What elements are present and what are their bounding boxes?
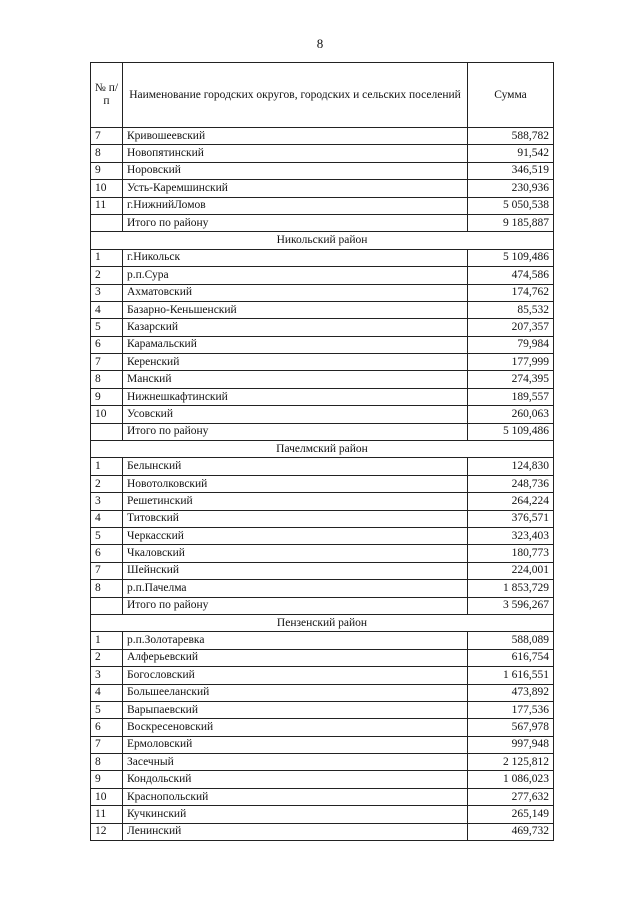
- row-sum: 5 109,486: [468, 249, 554, 266]
- table-row: [91, 510, 554, 527]
- table-row: [91, 771, 554, 788]
- row-sum: 5 050,538: [468, 197, 554, 214]
- row-sum: 260,063: [468, 406, 554, 423]
- table-row: [91, 667, 554, 684]
- row-sum: 1 853,729: [468, 580, 554, 597]
- row-number: 1: [91, 458, 123, 475]
- row-number: 9: [91, 771, 123, 788]
- row-number: 11: [91, 197, 123, 214]
- row-number: 4: [91, 510, 123, 527]
- district-total-row: [91, 597, 554, 614]
- row-sum: 264,224: [468, 493, 554, 510]
- row-name: Ахматовский: [123, 284, 468, 301]
- table-header-row: [91, 63, 554, 128]
- municipal-sums-table: [90, 62, 554, 841]
- row-sum: 79,984: [468, 336, 554, 353]
- row-number: 10: [91, 180, 123, 197]
- row-sum: 1 616,551: [468, 667, 554, 684]
- table-row: [91, 632, 554, 649]
- row-name: Черкасский: [123, 527, 468, 544]
- row-name: Новотолковский: [123, 475, 468, 492]
- total-number-empty: [91, 423, 123, 440]
- row-name: Ленинский: [123, 823, 468, 840]
- row-number: 3: [91, 667, 123, 684]
- page-number: 8: [316, 36, 324, 51]
- total-sum: 5 109,486: [468, 423, 554, 440]
- table-row: [91, 788, 554, 805]
- row-sum: 567,978: [468, 719, 554, 736]
- row-name: Краснопольский: [123, 788, 468, 805]
- row-number: 2: [91, 475, 123, 492]
- row-sum: 207,357: [468, 319, 554, 336]
- table-row: [91, 406, 554, 423]
- row-number: 7: [91, 128, 123, 145]
- row-number: 4: [91, 301, 123, 318]
- row-sum: 588,782: [468, 128, 554, 145]
- district-header-row: [91, 441, 554, 458]
- row-number: 10: [91, 788, 123, 805]
- table-row: [91, 284, 554, 301]
- total-label: Итого по району: [123, 214, 468, 231]
- row-name: Титовский: [123, 510, 468, 527]
- row-number: 2: [91, 267, 123, 284]
- table-row: [91, 701, 554, 718]
- district-title: Пачелмский район: [91, 441, 554, 458]
- table-row: [91, 267, 554, 284]
- table-row: [91, 545, 554, 562]
- district-title: Пензенский район: [91, 614, 554, 631]
- row-sum: 473,892: [468, 684, 554, 701]
- district-total-row: [91, 423, 554, 440]
- row-number: 10: [91, 406, 123, 423]
- row-name: Чкаловский: [123, 545, 468, 562]
- row-number: 11: [91, 806, 123, 823]
- row-name: Решетинский: [123, 493, 468, 510]
- row-number: 2: [91, 649, 123, 666]
- row-name: Керенский: [123, 354, 468, 371]
- row-name: Усовский: [123, 406, 468, 423]
- table-row: [91, 580, 554, 597]
- row-number: 8: [91, 371, 123, 388]
- table-row: [91, 354, 554, 371]
- district-header-row: [91, 614, 554, 631]
- row-number: 8: [91, 580, 123, 597]
- row-sum: 224,001: [468, 562, 554, 579]
- table-row: [91, 180, 554, 197]
- row-sum: 588,089: [468, 632, 554, 649]
- total-number-empty: [91, 597, 123, 614]
- row-sum: 277,632: [468, 788, 554, 805]
- table-row: [91, 388, 554, 405]
- row-name: Кривошеевский: [123, 128, 468, 145]
- header-number: № п/п: [91, 63, 123, 128]
- row-sum: 274,395: [468, 371, 554, 388]
- table-row: [91, 249, 554, 266]
- row-number: 7: [91, 736, 123, 753]
- table-row: [91, 823, 554, 840]
- row-number: 6: [91, 719, 123, 736]
- row-sum: 174,762: [468, 284, 554, 301]
- row-number: 1: [91, 632, 123, 649]
- row-name: р.п.Сура: [123, 267, 468, 284]
- table-row: [91, 336, 554, 353]
- row-name: Варыпаевский: [123, 701, 468, 718]
- row-name: р.п.Пачелма: [123, 580, 468, 597]
- table-row: [91, 475, 554, 492]
- row-name: Богословский: [123, 667, 468, 684]
- district-header-row: [91, 232, 554, 249]
- row-number: 3: [91, 284, 123, 301]
- row-number: 5: [91, 527, 123, 544]
- table-row: [91, 301, 554, 318]
- row-name: Белынский: [123, 458, 468, 475]
- row-number: 6: [91, 336, 123, 353]
- table-row: [91, 371, 554, 388]
- row-sum: 189,557: [468, 388, 554, 405]
- row-number: 12: [91, 823, 123, 840]
- table-row: [91, 736, 554, 753]
- table-row: [91, 649, 554, 666]
- row-number: 5: [91, 319, 123, 336]
- row-sum: 616,754: [468, 649, 554, 666]
- total-label: Итого по району: [123, 597, 468, 614]
- row-sum: 469,732: [468, 823, 554, 840]
- row-name: р.п.Золотаревка: [123, 632, 468, 649]
- row-name: г.НижнийЛомов: [123, 197, 468, 214]
- row-sum: 2 125,812: [468, 754, 554, 771]
- table-row: [91, 319, 554, 336]
- table-row: [91, 806, 554, 823]
- row-number: 5: [91, 701, 123, 718]
- row-sum: 346,519: [468, 162, 554, 179]
- row-number: 3: [91, 493, 123, 510]
- table-row: [91, 128, 554, 145]
- row-sum: 177,999: [468, 354, 554, 371]
- row-name: Базарно-Кеньшенский: [123, 301, 468, 318]
- row-name: Казарский: [123, 319, 468, 336]
- table-row: [91, 162, 554, 179]
- row-name: Кондольский: [123, 771, 468, 788]
- row-sum: 1 086,023: [468, 771, 554, 788]
- row-sum: 180,773: [468, 545, 554, 562]
- row-sum: 248,736: [468, 475, 554, 492]
- table-row: [91, 754, 554, 771]
- table-body: [91, 128, 554, 841]
- row-number: 9: [91, 388, 123, 405]
- row-sum: 474,586: [468, 267, 554, 284]
- row-name: Воскресеновский: [123, 719, 468, 736]
- row-name: Ермоловский: [123, 736, 468, 753]
- header-name: Наименование городских округов, городских и сельских поселений: [123, 63, 468, 128]
- table-row: [91, 493, 554, 510]
- row-name: Большееланский: [123, 684, 468, 701]
- total-sum: 3 596,267: [468, 597, 554, 614]
- row-number: 1: [91, 249, 123, 266]
- row-sum: 91,542: [468, 145, 554, 162]
- row-number: 9: [91, 162, 123, 179]
- total-sum: 9 185,887: [468, 214, 554, 231]
- table-row: [91, 527, 554, 544]
- table-row: [91, 197, 554, 214]
- district-total-row: [91, 214, 554, 231]
- row-sum: 265,149: [468, 806, 554, 823]
- row-sum: 323,403: [468, 527, 554, 544]
- row-name: г.Никольск: [123, 249, 468, 266]
- table-row: [91, 684, 554, 701]
- row-number: 6: [91, 545, 123, 562]
- header-sum: Сумма: [468, 63, 554, 128]
- row-name: Усть-Каремшинский: [123, 180, 468, 197]
- row-number: 8: [91, 754, 123, 771]
- row-sum: 177,536: [468, 701, 554, 718]
- row-name: Нижнешкафтинский: [123, 388, 468, 405]
- row-name: Манский: [123, 371, 468, 388]
- row-number: 7: [91, 354, 123, 371]
- row-name: Норовский: [123, 162, 468, 179]
- row-name: Кучкинский: [123, 806, 468, 823]
- row-sum: 230,936: [468, 180, 554, 197]
- row-number: 4: [91, 684, 123, 701]
- row-sum: 124,830: [468, 458, 554, 475]
- row-name: Засечный: [123, 754, 468, 771]
- row-name: Карамальский: [123, 336, 468, 353]
- row-number: 8: [91, 145, 123, 162]
- total-number-empty: [91, 214, 123, 231]
- table-row: [91, 719, 554, 736]
- table-row: [91, 145, 554, 162]
- row-sum: 376,571: [468, 510, 554, 527]
- total-label: Итого по району: [123, 423, 468, 440]
- table-row: [91, 562, 554, 579]
- row-sum: 85,532: [468, 301, 554, 318]
- row-sum: 997,948: [468, 736, 554, 753]
- district-title: Никольский район: [91, 232, 554, 249]
- row-number: 7: [91, 562, 123, 579]
- row-name: Новопятинский: [123, 145, 468, 162]
- row-name: Алферьевский: [123, 649, 468, 666]
- row-name: Шейнский: [123, 562, 468, 579]
- table-row: [91, 458, 554, 475]
